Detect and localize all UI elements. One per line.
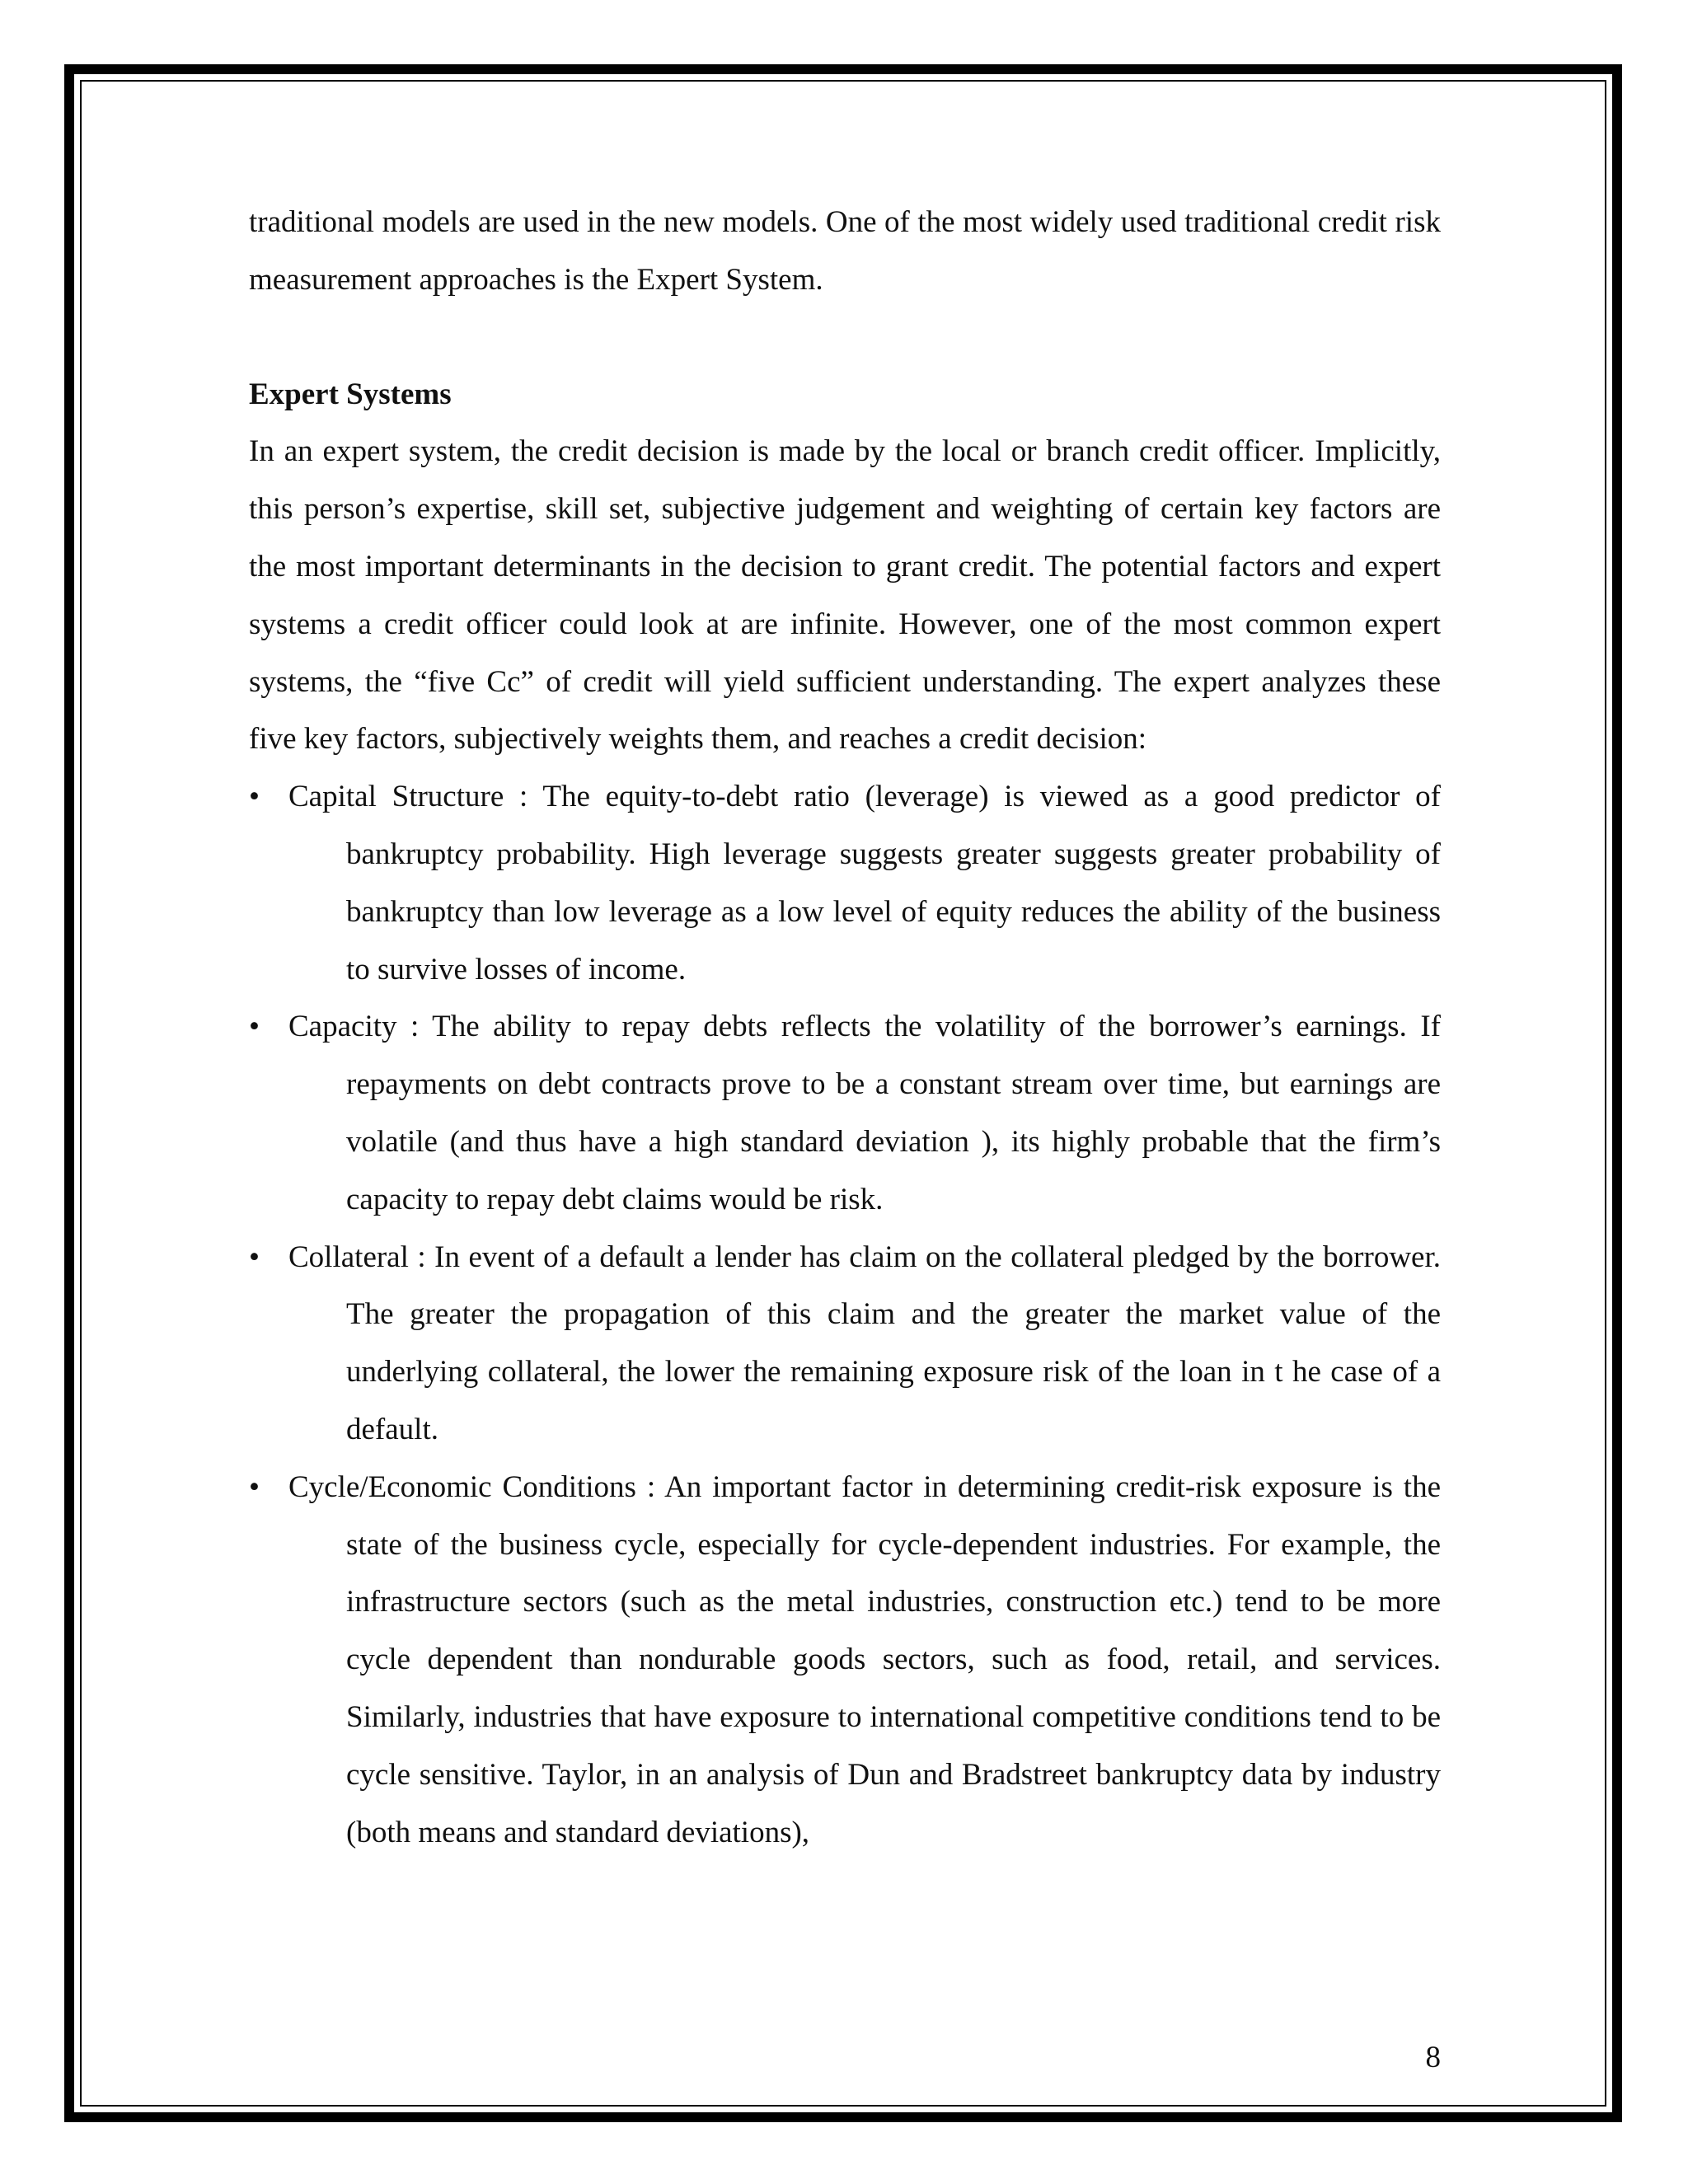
- section-heading: Expert Systems: [249, 377, 452, 411]
- list-item: [249, 1229, 1441, 1459]
- list-item-text: Collateral : In event of a default a lender has claim on the collateral pledged by the borrower. The greater the propagation of this claim and the greater the market value of the underlying collateral, the lower the remaining exposure risk of the loan in t he case of a default.: [288, 1240, 1441, 1446]
- list-item: [249, 1459, 1441, 1862]
- five-c-list: [249, 768, 1441, 1861]
- page-content: [249, 194, 1441, 1861]
- intro-paragraph: traditional models are used in the new models. One of the most widely used traditional credit risk measurement approaches is the Expert System.: [249, 205, 1441, 297]
- bullet-icon: •: [249, 1010, 260, 1044]
- list-item: [249, 998, 1441, 1228]
- bullet-icon: •: [249, 1469, 260, 1504]
- list-item-text: Capacity : The ability to repay debts reflects the volatility of the borrower’s earnings. If repayments on debt contracts prove to be a constant stream over time, but earnings are volatile (and thus have a high standard deviation ), its highly probable that the firm’s capacity to repay debt claims would be risk.: [288, 1010, 1441, 1216]
- list-item-text: Capital Structure : The equity-to-debt ratio (leverage) is viewed as a good predictor of bankruptcy probability. High leverage suggests greater suggests greater probability of bankruptcy than low leverage as a low level of equity reduces the ability of the business to survive losses of income.: [288, 780, 1441, 987]
- bullet-icon: •: [249, 780, 260, 814]
- list-item-text: Cycle/Economic Conditions : An important factor in determining credit-risk exposure is the state of the business cycle, especially for cycle-dependent industries. For example, the infrastructure sectors (such as the metal industries, construction etc.) tend to be more cycle dependent than nondurable goods sectors, such as food, retail, and services. Similarly, industries that have exposure to international competitive conditions tend to be cycle sensitive. Taylor, in an analysis of Dun and Bradstreet bankruptcy data by industry (both means and standard deviations),: [288, 1469, 1441, 1849]
- bullet-icon: •: [249, 1240, 260, 1274]
- section-paragraph: In an expert system, the credit decision is made by the local or branch credit officer. Implicitly, this person’s expertise, skill set, subjective judgement and weighting of certain key factors are the most important determinants in the decision to grant credit. The potential factors and expert systems a credit officer could look at are infinite. However, one of the most common expert systems, the “five Cc” of credit will yield sufficient understanding. The expert analyzes these five key factors, subjectively weights them, and reaches a credit decision:: [249, 434, 1441, 757]
- list-item: [249, 768, 1441, 998]
- paragraph-spacer: [249, 309, 1441, 366]
- page-number: 8: [1425, 2041, 1441, 2074]
